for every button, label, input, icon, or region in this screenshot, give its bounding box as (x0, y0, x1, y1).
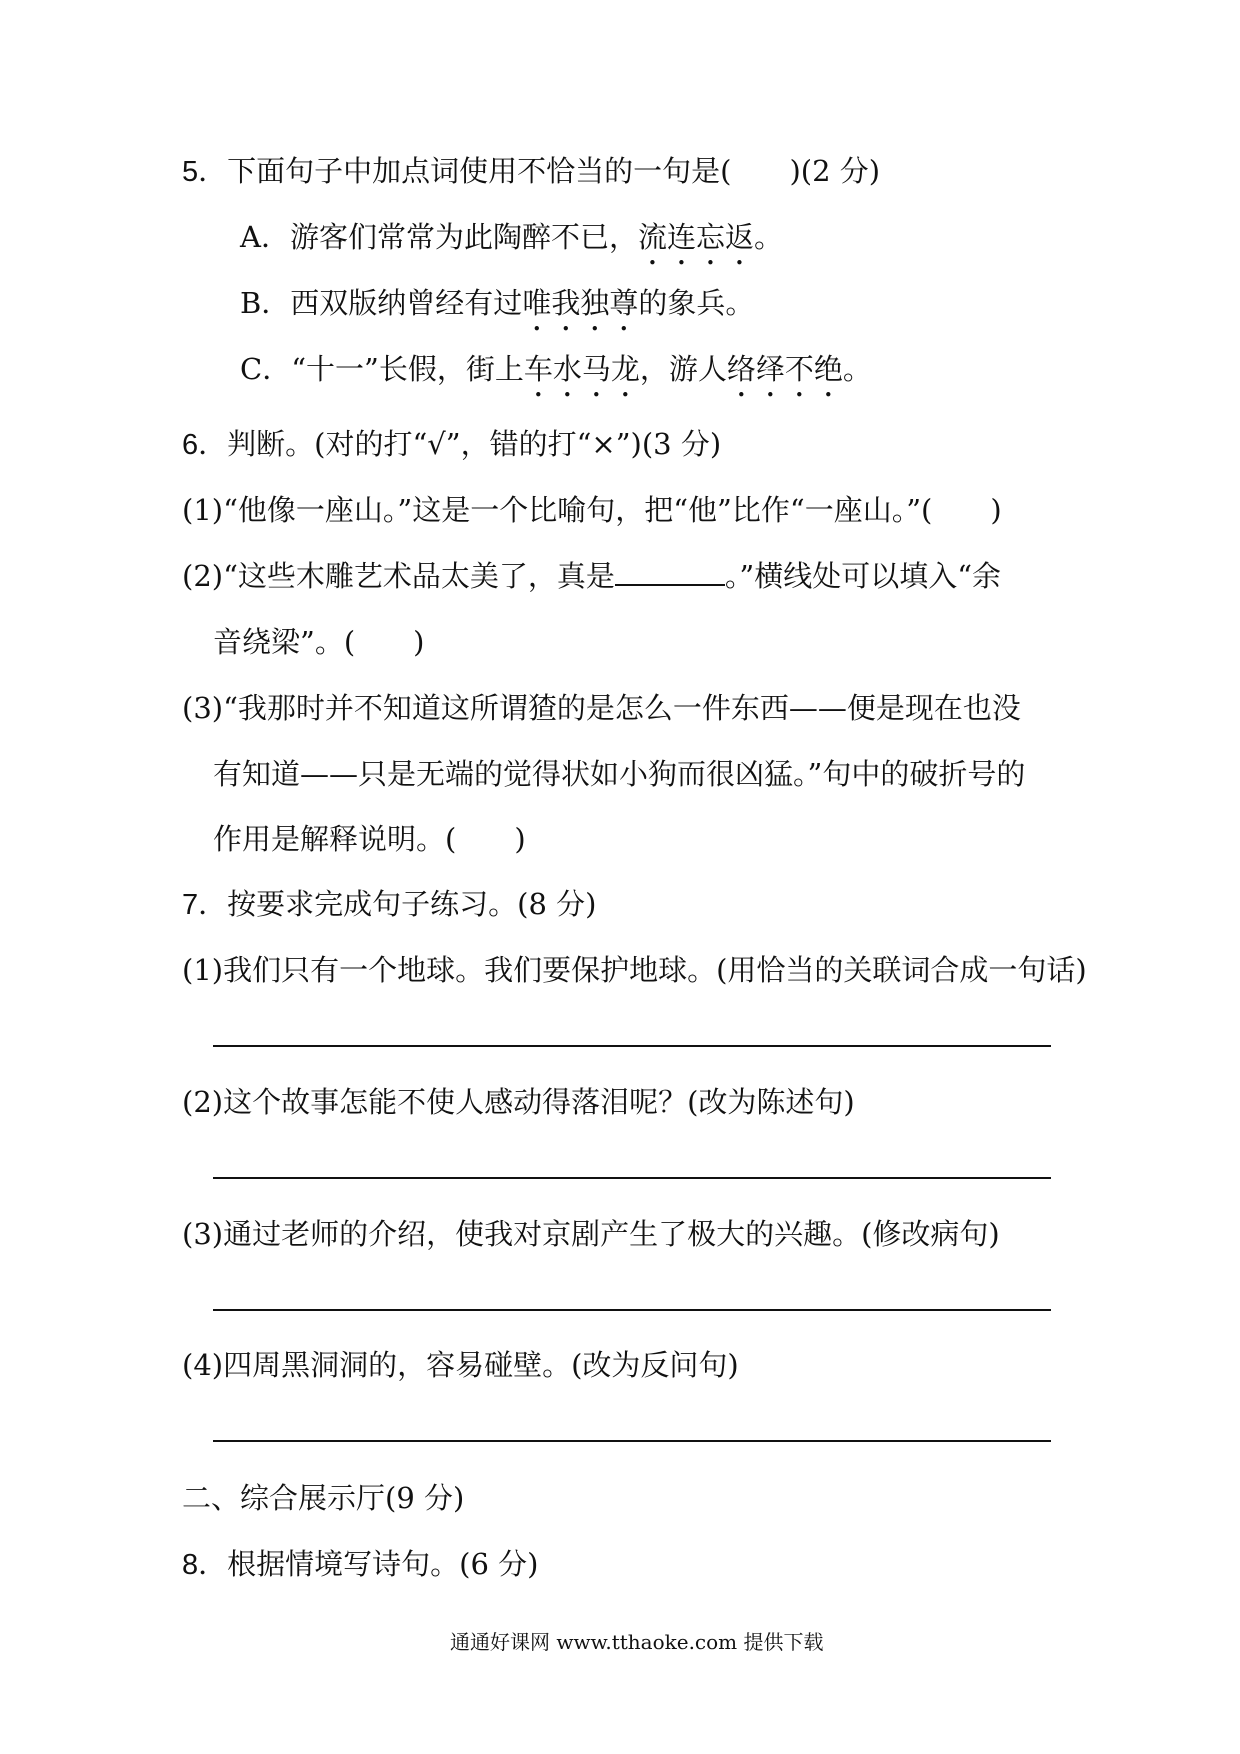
q6-item-3-line3: 作用是解释说明。( ) (213, 822, 526, 856)
q6-item-2-line2: 音绕梁”。( ) (213, 625, 425, 659)
q8-number: 8． (182, 1549, 228, 1581)
q8-stem-text: 根据情境写诗句。(6 分) (227, 1547, 539, 1581)
answer-line-3[interactable] (213, 1309, 1051, 1311)
section-2-heading: 二、综合展示厅(9 分) (182, 1481, 465, 1515)
q7-item-1: (1)我们只有一个地球。我们要保护地球。(用恰当的关联词合成一句话) (182, 953, 1087, 987)
footer-source: 通通好课网 www.tthaoke.com 提供下载 (450, 1630, 824, 1654)
q6-item-2 (182, 556, 1001, 596)
q7-item-2: (2)这个故事怎能不使人感动得落泪呢？(改为陈述句) (182, 1085, 855, 1119)
q6-stem-text: 判断。(对的打“√”，错的打“×”)(3 分) (227, 427, 722, 461)
q5-number: 5． (182, 156, 228, 188)
q7-item-3: (3)通过老师的介绍，使我对京剧产生了极大的兴趣。(修改病句) (182, 1217, 1000, 1251)
q5-option-a-dotted: 流连忘返 (637, 220, 754, 254)
q6-number: 6． (182, 429, 228, 461)
q7-number: 7． (182, 889, 228, 921)
q5-option-b-prefix: B．西双版纳曾经有过 (240, 286, 523, 320)
fill-in-blank (615, 558, 725, 586)
q6-stem (182, 424, 721, 465)
q7-stem-text: 按要求完成句子练习。(8 分) (227, 887, 597, 921)
q8-stem (182, 1544, 538, 1585)
answer-line-2[interactable] (213, 1177, 1051, 1179)
q5-option-b (240, 283, 754, 338)
answer-line-1[interactable] (213, 1045, 1051, 1047)
q5-option-a (240, 217, 783, 272)
q6-item-2-part2: 。”横线处可以填入“余 (724, 559, 1002, 593)
q5-option-c (240, 349, 872, 404)
answer-line-4[interactable] (213, 1440, 1051, 1442)
q5-option-c-suffix: 。 (842, 352, 872, 386)
q5-stem-text: 下面句子中加点词使用不恰当的一句是( )(2 分) (227, 154, 881, 188)
q5-option-c-middle: ，游人 (639, 352, 727, 386)
q7-stem (182, 884, 596, 925)
q6-item-3-line1: (3)“我那时并不知道这所谓猹的是怎么一件东西——便是现在也没 (182, 691, 1021, 725)
q5-option-a-suffix: 。 (753, 220, 783, 254)
q5-option-c-dotted-1: 车水马龙 (523, 352, 640, 386)
q5-option-b-dotted: 唯我独尊 (522, 286, 639, 320)
q7-item-4: (4)四周黑洞洞的，容易碰壁。(改为反问句) (182, 1348, 739, 1382)
q5-option-c-prefix: C．“十一”长假，街上 (240, 352, 524, 386)
q6-item-2-part1: (2)“这些木雕艺术品太美了，真是 (182, 559, 615, 593)
q5-option-c-dotted-2: 络绎不绝 (726, 352, 843, 386)
q5-option-a-prefix: A．游客们常常为此陶醉不已， (240, 220, 638, 254)
q6-item-3-line2: 有知道——只是无端的觉得状如小狗而很凶猛。”句中的破折号的 (213, 757, 1026, 791)
q6-item-1: (1)“他像一座山。”这是一个比喻句，把“他”比作“一座山。”( ) (182, 493, 1002, 527)
q5-stem (182, 151, 880, 192)
q5-option-b-suffix: 的象兵。 (638, 286, 755, 320)
